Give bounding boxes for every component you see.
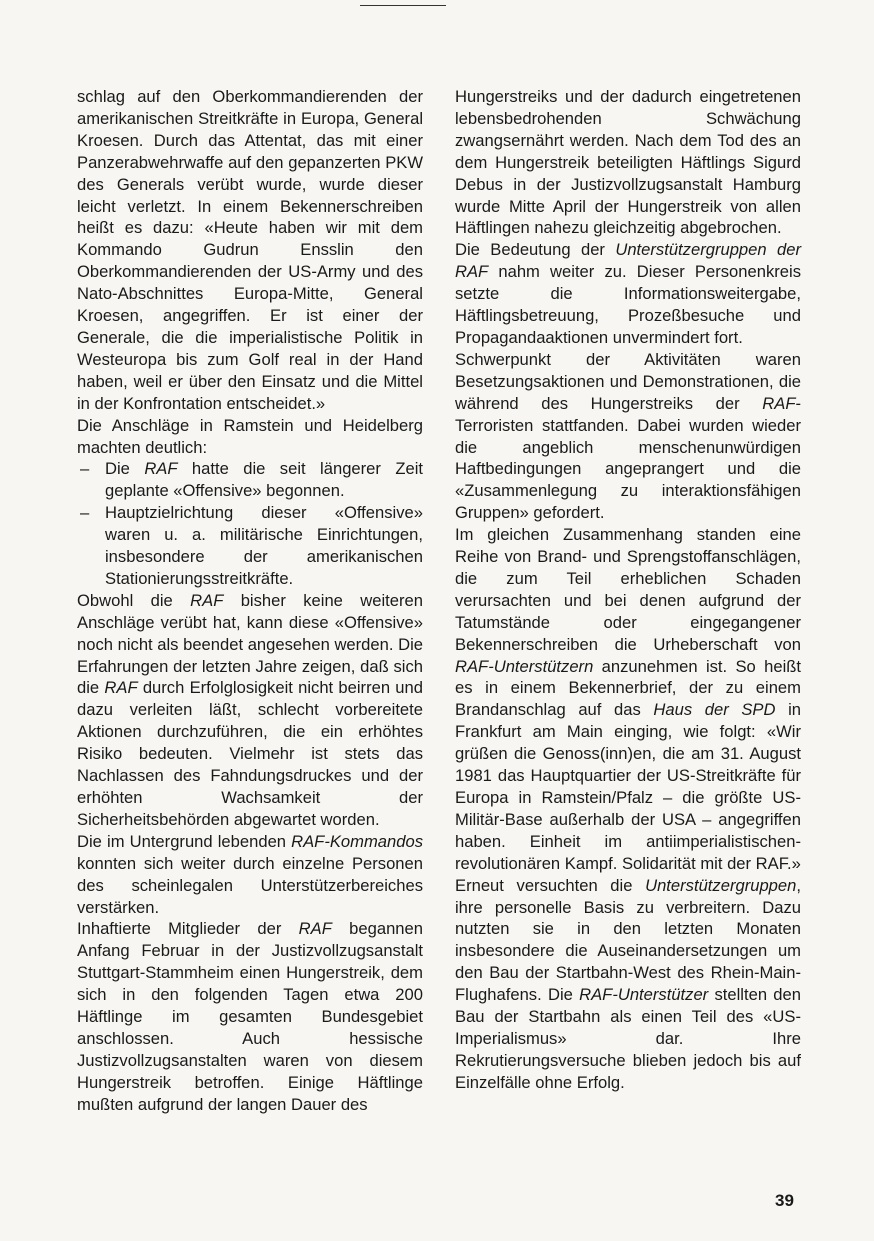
emphasis: RAF-Unterstützer (579, 985, 709, 1005)
bullet-list (77, 458, 423, 589)
emphasis: RAF (298, 919, 332, 939)
emphasis: Unterstützergruppen der RAF (455, 240, 801, 282)
emphasis: RAF (104, 678, 138, 698)
text-run: durch Erfolglosigkeit nicht beirren und dazu verleiten läßt, schlecht vorbereitete Aktionen durchzuführen, die ein erhöhtes Risiko bedeuten. Vielmehr ist stets das Nachlassen des Fahndungsdruckes und der erhöhten Wachsamkeit der Sicherheitsbehörden abgewartet worden. (77, 678, 423, 829)
left-column (77, 86, 423, 1116)
bullet-dash: – (80, 459, 90, 479)
text-run: stellten den Bau der Startbahn als einen Teil des «US-Imperialismus» dar. Ihre Rekrutierungsversuche blieben jedoch bis auf Einzelfälle ohne Erfolg. (455, 985, 801, 1092)
paragraph (455, 875, 801, 1094)
list-item (77, 458, 423, 502)
paragraph (77, 918, 423, 1115)
text-run: Hauptzielrichtung dieser «Offensive» waren u. a. militärische Einrichtungen, insbesondere der amerikanischen Stationierungsstreitkräfte. (105, 503, 423, 588)
text-run: Erneut versuchten die (455, 875, 646, 895)
text-run: konnten sich weiter durch einzelne Personen des scheinlegalen Unterstützerbereiches verstärken. (77, 853, 423, 917)
text-run: nahm weiter zu. Dieser Personenkreis setzte die Informationsweitergabe, Häftlingsbetreuung, Prozeßbesuche und Propagandaaktionen unvermindert fort. (455, 262, 801, 347)
text-run: , ihre personelle Basis zu verbreitern. Dazu nutzten sie in den letzten Monaten insbesondere die Auseinandersetzungen um den Bau der Startbahn-West des Rhein-Main-Flughafens. Die (455, 875, 801, 1005)
emphasis: RAF-Unterstützern (455, 656, 594, 676)
emphasis: Unterstützergruppen (645, 875, 797, 895)
paragraph (77, 590, 423, 831)
text-run: Die Bedeutung der (455, 240, 616, 260)
paragraph: schlag auf den Oberkommandierenden der amerikanischen Streitkräfte in Europa, General Kroesen. Durch das Attentat, das mit einer Panzerabwehrwaffe auf den gepanzerten PKW des Generals verübt wurde, wurde dieser leicht verletzt. In einem Bekennerschreiben heißt es dazu: «Heute haben wir mit dem Kommando Gudrun Ensslin den Oberkommandierenden der US-Army und des Nato-Abschnittes Europa-Mitte, General Kroesen, angegriffen. Er ist einer der Generale, die die imperialistische Politik in Westeuropa bis zum Golf real in der Hand haben, weil er über den Einsatz und die Mittel in der Konfrontation entscheidet.» (77, 87, 423, 413)
bullet-dash: – (80, 503, 90, 523)
paragraph: Die Anschläge in Ramstein und Heidelberg machten deutlich: (77, 415, 423, 457)
text-run: begannen Anfang Februar in der Justizvollzugsanstalt Stuttgart-Stammheim einen Hungerstreik, dem sich in den folgenden Tagen etwa 200 Häftlinge im gesamten Bundesgebiet anschlossen. Auch hessische Justizvollzugsanstalten waren von diesem Hungerstreik betroffen. Einige Häftlinge mußten aufgrund der langen Dauer des (77, 919, 423, 1114)
text-run: Schwerpunkt der Aktivitäten waren Besetzungsaktionen und Demonstrationen, die während des Hungerstreiks der (455, 349, 801, 413)
emphasis: RAF (190, 590, 224, 610)
text-run: hatte die seit längerer Zeit geplante «Offensive» begonnen. (105, 459, 424, 501)
emphasis: RAF-Kommandos (291, 831, 423, 851)
paragraph (455, 239, 801, 349)
text-run: in Frankfurt am Main einging, wie folgt: «Wir grüßen die Genoss(inn)en, die am 31. August 1981 das Hauptquartier der US-Streitkräfte für Europa in Ramstein/Pfalz – die größte US-Militär-Base außerhalb der USA – angegriffen haben. Einheit im antiimperialistischen-revolutionären Kampf. Solidarität mit der RAF.» (455, 700, 802, 873)
emphasis: RAF (762, 393, 796, 413)
paragraph: Hungerstreiks und der dadurch eingetretenen lebensbedrohenden Schwächung zwangsernährt werden. Nach dem Tod des an dem Hungerstreik beteiligten Häftlings Sigurd Debus in der Justizvollzugsanstalt Hamburg wurde Mitte April der Hungerstreik von allen Häftlingen nahezu gleichzeitig abgebrochen. (455, 87, 801, 238)
text-run: Die (105, 459, 145, 479)
text-run: Die im Untergrund lebenden (77, 831, 292, 851)
list-item (77, 502, 423, 590)
paragraph (77, 831, 423, 919)
text-run: Im gleichen Zusammenhang standen eine Reihe von Brand- und Sprengstoffanschlägen, die zum Teil erheblichen Schaden verursachten und bei denen aufgrund der Tatumstände oder eingegangener Bekennerschreiben die Urheberschaft von (455, 525, 801, 654)
text-run: bisher keine weiteren Anschläge verübt hat, kann diese «Offensive» noch nicht als beendet angesehen werden. Die Erfahrungen der letzten Jahre zeigen, daß sich die (77, 590, 423, 698)
page-number: 39 (775, 1191, 794, 1210)
text-run: Obwohl die (77, 590, 191, 610)
text-run: -Terroristen stattfanden. Dabei wurden wieder die angeblich menschenunwürdigen Haftbedingungen angeprangert und die «Zusammenlegung zu interaktionsfähigen Gruppen» gefordert. (455, 393, 801, 523)
right-column (455, 86, 801, 1094)
paragraph (455, 524, 801, 875)
paragraph (455, 349, 801, 524)
text-run: Inhaftierte Mitglieder der (77, 919, 299, 939)
emphasis: RAF (144, 459, 178, 479)
text-run: anzunehmen ist. So heißt es in einem Bekennerbrief, der zu einem Brandanschlag auf das (455, 656, 801, 720)
header-rule (360, 5, 446, 6)
emphasis: Haus der SPD (653, 700, 776, 720)
